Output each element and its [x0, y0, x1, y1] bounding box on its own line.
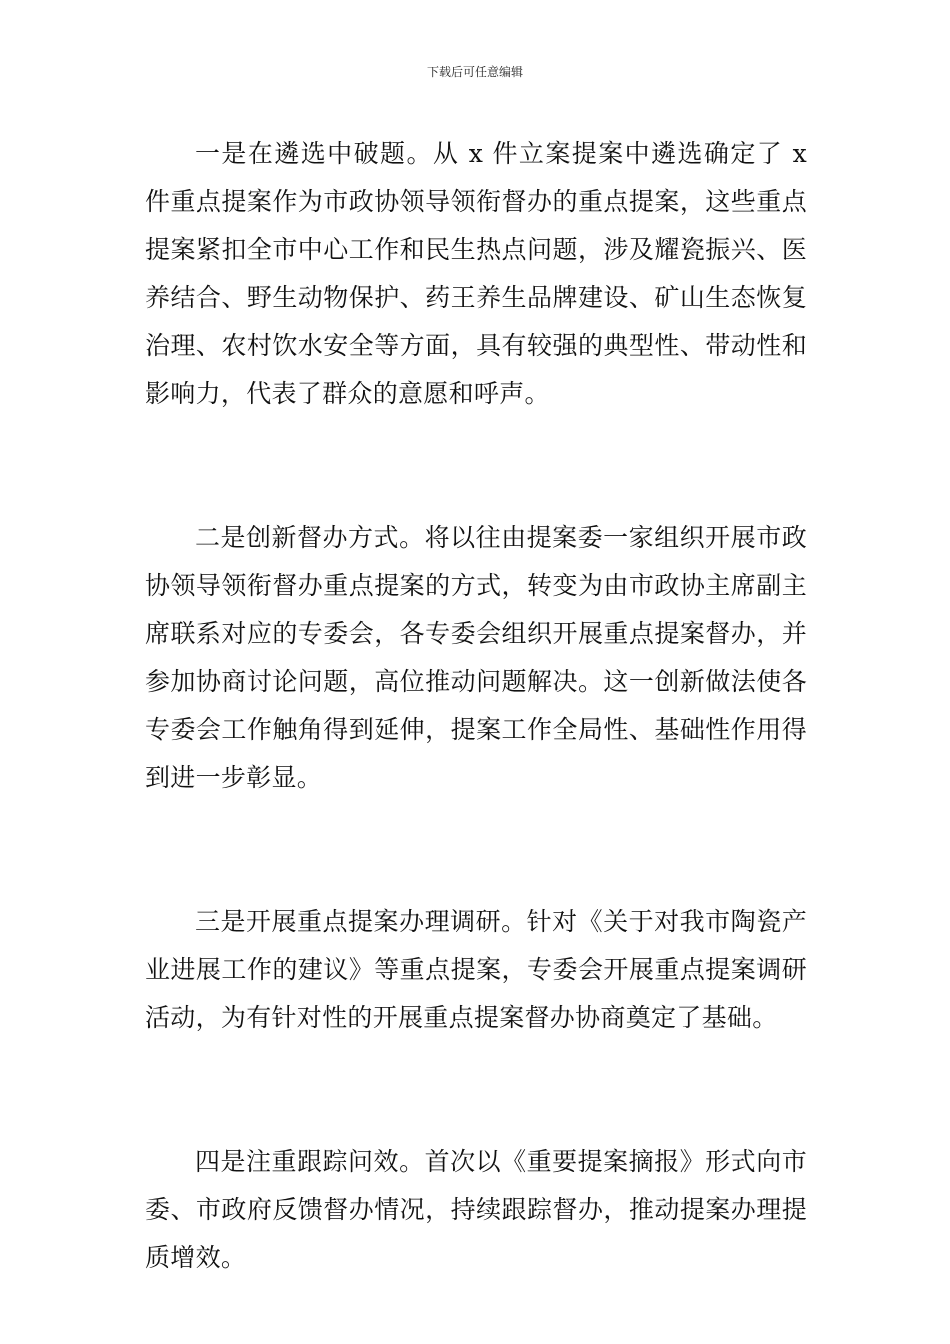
document-body — [145, 130, 807, 1282]
paragraph-4: 四是注重跟踪问效。首次以《重要提案摘报》形式向市委、市政府反馈督办情况，持续跟踪督办，推动提案办理提质增效。 — [145, 1147, 807, 1272]
page-header-note: 下载后可任意编辑 — [426, 65, 523, 79]
paragraph-spacer — [145, 1042, 807, 1138]
paragraph-spacer — [145, 418, 807, 514]
paragraph-1: 一是在遴选中破题。从 x 件立案提案中遴选确定了 x 件重点提案作为市政协领导领衔督办的重点提案，这些重点提案紧扣全市中心工作和民生热点问题，涉及耀瓷振兴、医养结合、野生动物保护、药王养生品牌建设、矿山生态恢复治理、农村饮水安全等方面，具有较强的典型性、带动性和影响力，代表了群众的意愿和呼声。 — [145, 139, 807, 408]
paragraph-spacer — [145, 802, 807, 898]
paragraph-3: 三是开展重点提案办理调研。针对《关于对我市陶瓷产业进展工作的建议》等重点提案，专委会开展重点提案调研活动，为有针对性的开展重点提案督办协商奠定了基础。 — [145, 907, 807, 1032]
paragraph-2: 二是创新督办方式。将以往由提案委一家组织开展市政协领导领衔督办重点提案的方式，转变为由市政协主席副主席联系对应的专委会，各专委会组织开展重点提案督办，并参加协商讨论问题，高位推动问题解决。这一创新做法使各专委会工作触角得到延伸，提案工作全局性、基础性作用得到进一步彰显。 — [145, 523, 807, 792]
